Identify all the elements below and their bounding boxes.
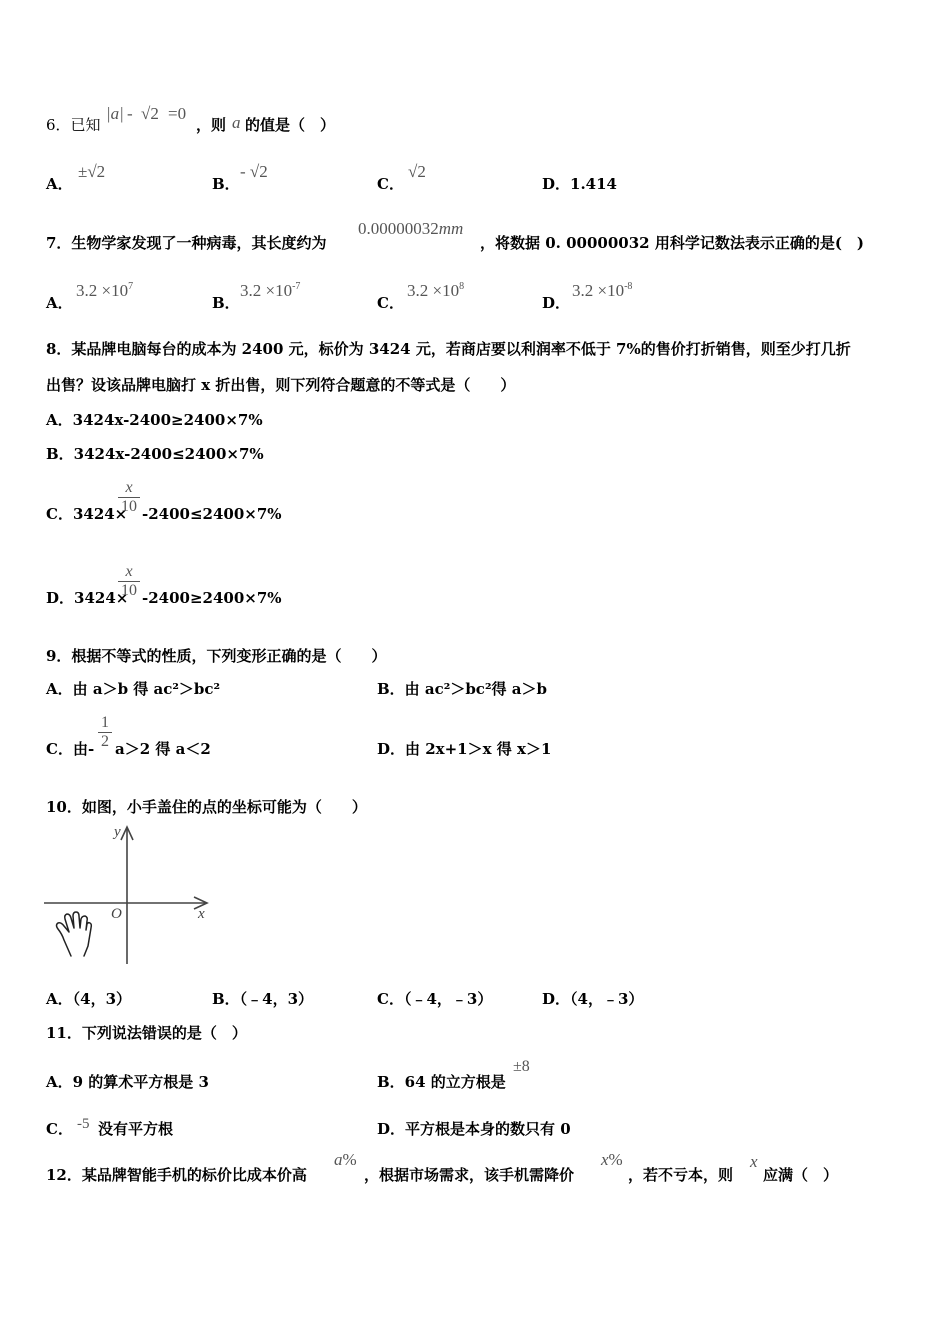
- q6-var-a: a: [232, 113, 241, 132]
- q7-stem-end: ，将数据 0. 00000032 用科学记数法表示正确的是( ): [480, 234, 865, 252]
- q6-abs-expr: |a|: [106, 104, 124, 123]
- q12-math-a-percent: a%: [334, 1150, 357, 1169]
- q9-opt-a: A．由 a＞b 得 ac²＞bc²: [46, 680, 221, 698]
- q8-opt-b: B．3424x-2400≤2400×7%: [46, 445, 264, 463]
- q6-stem-end: 的值是（ ）: [245, 116, 336, 134]
- q10-opt-b: B．（﹣4，3）: [212, 990, 314, 1008]
- q11-stem: 11．下列说法错误的是（ ）: [46, 1024, 247, 1042]
- q12-math-var-x: x: [750, 1152, 758, 1171]
- q11-opt-a: A．9 的算术平方根是 3: [46, 1073, 209, 1091]
- q12-stem-cond: ，若不亏本，则: [628, 1166, 734, 1184]
- q6-opt-d: D．1.414: [542, 175, 617, 193]
- q6-minus: -: [127, 104, 133, 123]
- q7-opt-b-math: $3.2 \times 10^{-7}$: [240, 281, 301, 300]
- q8-opt-a: A．3424x-2400≥2400×7%: [46, 411, 263, 429]
- q11-opt-c-math: -5: [77, 1116, 90, 1132]
- x-axis-label: x: [198, 906, 205, 922]
- q6-opt-a-label: A．: [46, 175, 73, 193]
- q7-stem: 7．生物学家发现了一种病毒，其长度约为: [46, 234, 327, 252]
- q8-opt-c-pre: C．3424×: [46, 505, 128, 523]
- q7-opt-c-math: $3.2 \times 10^8$: [407, 281, 465, 300]
- q6-stem-then: ，则: [196, 116, 227, 134]
- q8-opt-d-post: -2400≥2400×7%: [142, 589, 282, 607]
- q9-opt-b: B．由 ac²＞bc²得 a＞b: [377, 680, 547, 698]
- q8-opt-d-fraction: x 10: [118, 563, 140, 600]
- q7-opt-d-math: $3.2 \times 10^{-8}$: [572, 281, 633, 300]
- q10-stem: 10．如图，小手盖住的点的坐标可能为（ ）: [46, 798, 367, 816]
- q6-opt-b-label: B．: [212, 175, 240, 193]
- q7-opt-d-label: D．: [542, 294, 571, 312]
- q11-opt-b-math: ±8: [513, 1058, 530, 1075]
- q8-stem-line2: 出售？设该品牌电脑打 x 折出售，则下列符合题意的不等式是（ ）: [46, 376, 516, 394]
- q6-stem: 6．已知: [46, 116, 101, 134]
- hand-icon: [57, 912, 92, 956]
- q7-opt-c-label: C．: [377, 294, 404, 312]
- q6-sqrt2: √2: [141, 104, 159, 123]
- q8-opt-c-fraction: x 10: [118, 479, 140, 516]
- y-axis-label: y: [114, 824, 121, 840]
- q7-opt-a-label: A．: [46, 294, 73, 312]
- q7-length: 0.00000032mm: [358, 219, 464, 238]
- q6-opt-a-math: ±√2: [78, 162, 106, 181]
- q6-opt-c-math: √2: [408, 162, 426, 181]
- q11-opt-c-text: 没有平方根: [98, 1120, 174, 1138]
- q12-stem: 12．某品牌智能手机的标价比成本价高: [46, 1166, 307, 1184]
- q10-opt-d: D．（4，﹣3）: [542, 990, 644, 1008]
- q6-opt-b-math: - √2: [240, 162, 268, 181]
- q8-opt-c-post: -2400≤2400×7%: [142, 505, 282, 523]
- q10-coordinate-figure: [44, 822, 214, 967]
- q10-opt-a: A．（4，3）: [46, 990, 132, 1008]
- q9-opt-c-fraction: 1 2: [98, 714, 112, 751]
- q8-opt-d-pre: D．3424×: [46, 589, 129, 607]
- q12-math-x-percent: x%: [601, 1150, 623, 1169]
- q12-stem-end: 应满（ ）: [763, 1166, 839, 1184]
- q9-opt-d: D．由 2x+1＞x 得 x＞1: [377, 740, 552, 758]
- q6-eq-zero: =0: [168, 104, 187, 123]
- q9-stem: 9．根据不等式的性质，下列变形正确的是（ ）: [46, 647, 387, 665]
- q6-opt-c-label: C．: [377, 175, 404, 193]
- q11-opt-d: D．平方根是本身的数只有 0: [377, 1120, 571, 1138]
- q11-opt-b-text: B．64 的立方根是: [377, 1073, 506, 1091]
- q7-opt-a-math: $3.2 \times 10^7$: [76, 281, 134, 300]
- q9-opt-c-pre: C．由-: [46, 740, 95, 758]
- q9-opt-c-post: a＞2 得 a＜2: [115, 740, 211, 758]
- q12-stem-mid: ，根据市场需求，该手机需降价: [364, 1166, 575, 1184]
- q10-opt-c: C．（﹣4，﹣3）: [377, 990, 493, 1008]
- q11-opt-c-label: C．: [46, 1120, 73, 1138]
- q8-stem-line1: 8．某品牌电脑每台的成本为 2400 元，标价为 3424 元，若商店要以利润率不低于 7%的售价打折销售，则至少打几折: [46, 340, 851, 358]
- origin-label: O: [111, 906, 122, 922]
- q7-opt-b-label: B．: [212, 294, 240, 312]
